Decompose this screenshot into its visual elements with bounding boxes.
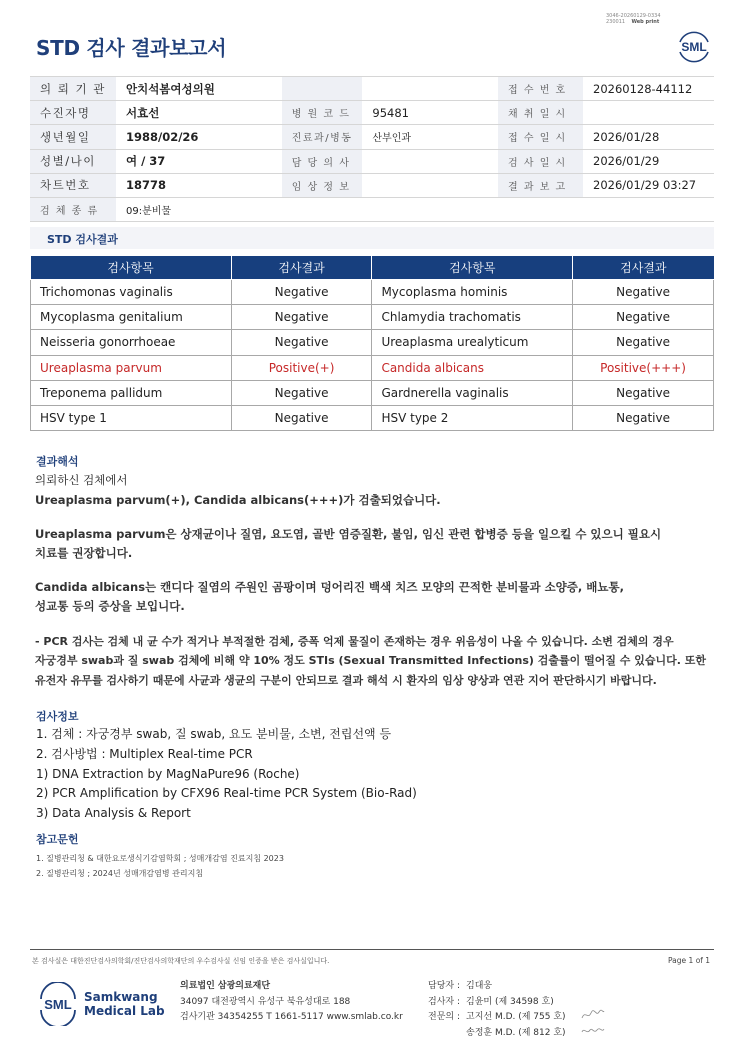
test-item: Trichomonas vaginalis (31, 280, 232, 305)
signature-icon (580, 1008, 606, 1022)
document-code-line2: 230011 Web print (606, 19, 660, 25)
info-label: 임 상 정 보 (282, 173, 363, 197)
test-result: Negative (573, 330, 714, 355)
test-item: Ureaplasma parvum (31, 355, 232, 380)
info-row (30, 149, 714, 173)
results-section-title: STD 검사결과 (47, 233, 118, 246)
test-item: Gardnerella vaginalis (372, 380, 573, 405)
test-item: HSV type 2 (372, 405, 573, 430)
sml-logo-icon (674, 26, 714, 66)
list-item: 2. 검사방법 : Multiplex Real-time PCR (36, 746, 253, 761)
test-item: Ureaplasma urealyticum (372, 330, 573, 355)
info-value: 여 / 37 (116, 149, 282, 173)
table-row-positive (31, 355, 714, 380)
info-value (362, 77, 498, 101)
interpretation-note: 유전자 유무를 검사하기 때문에 사균과 생균의 구분이 안되므로 결과 해석 시 환자의 임상 양상과 연관 지어 판단하시기 바랍니다. (35, 674, 657, 687)
info-value: 18778 (116, 173, 282, 197)
test-item: Candida albicans (372, 355, 573, 380)
info-value (362, 173, 498, 197)
accreditation-note: 본 검사실은 대한진단검사의학회/진단검사의학재단의 우수검사실 신임 인증을 받은 검사실입니다. (32, 957, 330, 965)
table-row (31, 405, 714, 430)
info-value: 2026/01/28 (583, 125, 714, 149)
info-row (30, 125, 714, 149)
document-code (606, 13, 661, 25)
references-list (36, 852, 284, 881)
info-label: 접 수 번 호 (498, 77, 583, 101)
table-row (31, 380, 714, 405)
page-number: Page 1 of 1 (668, 956, 711, 965)
info-label: 의 뢰 기 관 (30, 77, 116, 101)
info-value: 2026/01/29 03:27 (583, 173, 714, 197)
test-result: Negative (573, 380, 714, 405)
test-item: HSV type 1 (31, 405, 232, 430)
staff-row (428, 995, 566, 1011)
interpretation-paragraph: Candida albicans는 캔디다 질염의 주원인 곰팡이며 덩어리진 백색 치즈 모양의 끈적한 분비물과 소양증, 배뇨통, (35, 580, 624, 594)
patient-info-table (30, 76, 714, 222)
info-label: 생년월일 (30, 125, 116, 149)
info-value: 20260128-44112 (583, 77, 714, 101)
signature-icon (580, 1024, 606, 1038)
info-value (362, 149, 498, 173)
staff-role: 검사자 : (428, 996, 460, 1007)
staff-name: 송정훈 M.D. (제 812 호) (466, 1027, 566, 1038)
info-row (30, 77, 714, 101)
info-label: 진료과/병동 (282, 125, 363, 149)
info-label: 담 당 의 사 (282, 149, 363, 173)
page-title: STD 검사 결과보고서 (36, 36, 227, 60)
info-label: 결 과 보 고 (498, 173, 583, 197)
column-header: 검사결과 (573, 256, 714, 280)
test-info-title: 검사정보 (36, 710, 79, 723)
test-result: Negative (231, 280, 372, 305)
staff-name: 김윤미 (제 34598 호) (466, 996, 554, 1007)
test-result: Positive(+++) (573, 355, 714, 380)
results-section-header (30, 227, 714, 249)
staff-name: 김대웅 (466, 981, 493, 991)
table-row (31, 305, 714, 330)
info-value: 1988/02/26 (116, 125, 282, 149)
web-print-label: Web print (631, 19, 660, 25)
staff-row (428, 979, 566, 995)
test-item: Chlamydia trachomatis (372, 305, 573, 330)
info-value (583, 101, 714, 125)
info-label: 수진자명 (30, 101, 116, 125)
specimen-row (30, 197, 714, 221)
interpretation-paragraph: 성교통 등의 증상을 보입니다. (35, 599, 185, 613)
test-result: Negative (231, 330, 372, 355)
test-result: Negative (573, 405, 714, 430)
specimen-value: 09:분비물 (116, 197, 714, 221)
info-label (282, 77, 363, 101)
test-result: Negative (231, 380, 372, 405)
org-info (180, 979, 403, 1026)
info-value: 안치석봄여성의원 (116, 77, 282, 101)
results-table (30, 255, 714, 431)
info-label: 성별/나이 (30, 149, 116, 173)
test-item: Treponema pallidum (31, 380, 232, 405)
staff-name: 고지선 M.D. (제 755 호) (466, 1012, 566, 1022)
interpretation-note: - PCR 검사는 검체 내 균 수가 적거나 부적절한 검체, 증폭 억제 물질이 존재하는 경우 위음성이 나올 수 있습니다. 소변 검체의 경우 (35, 635, 674, 648)
interpretation-paragraph: 치료를 권장합니다. (35, 546, 133, 560)
info-label: 차트번호 (30, 173, 116, 197)
info-label: 채 취 일 시 (498, 101, 583, 125)
references-title: 참고문헌 (36, 833, 79, 846)
list-item: 1) DNA Extraction by MagNaPure96 (Roche) (36, 766, 300, 781)
info-label: 접 수 일 시 (498, 125, 583, 149)
test-result: Negative (573, 280, 714, 305)
org-address: 34097 대전광역시 유성구 북유성대로 188 (180, 996, 351, 1007)
table-row (31, 330, 714, 355)
org-name: 의료법인 삼광의료재단 (180, 981, 271, 991)
footer-divider (30, 949, 714, 950)
logo-text: SML (681, 40, 707, 54)
sml-footer-logo-icon (36, 982, 80, 1026)
column-header: 검사결과 (231, 256, 372, 280)
info-value: 95481 (362, 101, 498, 125)
org-contact: 검사기관 34354255 T 1661-5117 www.smlab.co.kr (180, 1012, 403, 1022)
info-row (30, 101, 714, 125)
info-row (30, 173, 714, 197)
footer-logo-text: SML (44, 997, 72, 1012)
results-header-row (31, 256, 714, 280)
interpretation-paragraph: Ureaplasma parvum은 상재균이나 질염, 요도염, 골반 염증질환, 불임, 임신 관련 합병증 등을 일으킬 수 있으니 필요시 (35, 527, 662, 541)
list-item: 3) Data Analysis & Report (36, 806, 191, 821)
column-header: 검사항목 (31, 256, 232, 280)
test-result: Negative (573, 305, 714, 330)
list-item: 1. 검체 : 자궁경부 swab, 질 swab, 요도 분비물, 소변, 전립선액 등 (36, 727, 392, 741)
staff-role: 전문의 : (428, 1012, 460, 1022)
reference-item: 1. 질병관리청 & 대한요로생식기감염학회 ; 성매개감염 진료지침 2023 (36, 854, 284, 863)
brand-line: Medical Lab (84, 1004, 165, 1018)
staff-row (428, 1026, 566, 1042)
list-item: 2) PCR Amplification by CFX96 Real-time PCR System (Bio-Rad) (36, 786, 417, 801)
test-item: Mycoplasma hominis (372, 280, 573, 305)
info-label: 검 사 일 시 (498, 149, 583, 173)
brand-line: Samkwang (84, 990, 158, 1004)
interpretation-note: 자궁경부 swab과 질 swab 검체에 비해 약 10% 정도 STIs (Sexual Transmitted Infections) 검출률이 떨어질 수 있습니다. 또한 (35, 654, 707, 667)
interpretation-title: 결과해석 (36, 455, 79, 468)
document-code-line1: 3046-20260129-0334 (606, 13, 661, 19)
test-result: Positive(+) (231, 355, 372, 380)
staff-role: 담당자 : (428, 981, 460, 991)
table-row (31, 280, 714, 305)
interpretation-line: 의뢰하신 검체에서 (35, 473, 128, 487)
test-item: Neisseria gonorrhoeae (31, 330, 232, 355)
reference-item: 2. 질병관리청 ; 2024년 성매개감염병 관리지침 (36, 868, 204, 878)
staff-info (428, 979, 566, 1041)
info-value: 서효선 (116, 101, 282, 125)
test-result: Negative (231, 305, 372, 330)
test-item: Mycoplasma genitalium (31, 305, 232, 330)
column-header: 검사항목 (372, 256, 573, 280)
specimen-label: 검 체 종 류 (30, 197, 116, 221)
test-info-list (36, 725, 417, 824)
brand-name (84, 990, 165, 1018)
test-result: Negative (231, 405, 372, 430)
staff-row (428, 1010, 566, 1026)
info-value: 산부인과 (362, 125, 498, 149)
interpretation-summary: Ureaplasma parvum(+), Candida albicans(+++)가 검출되었습니다. (35, 493, 441, 507)
info-value: 2026/01/29 (583, 149, 714, 173)
info-label: 병 원 코 드 (282, 101, 363, 125)
